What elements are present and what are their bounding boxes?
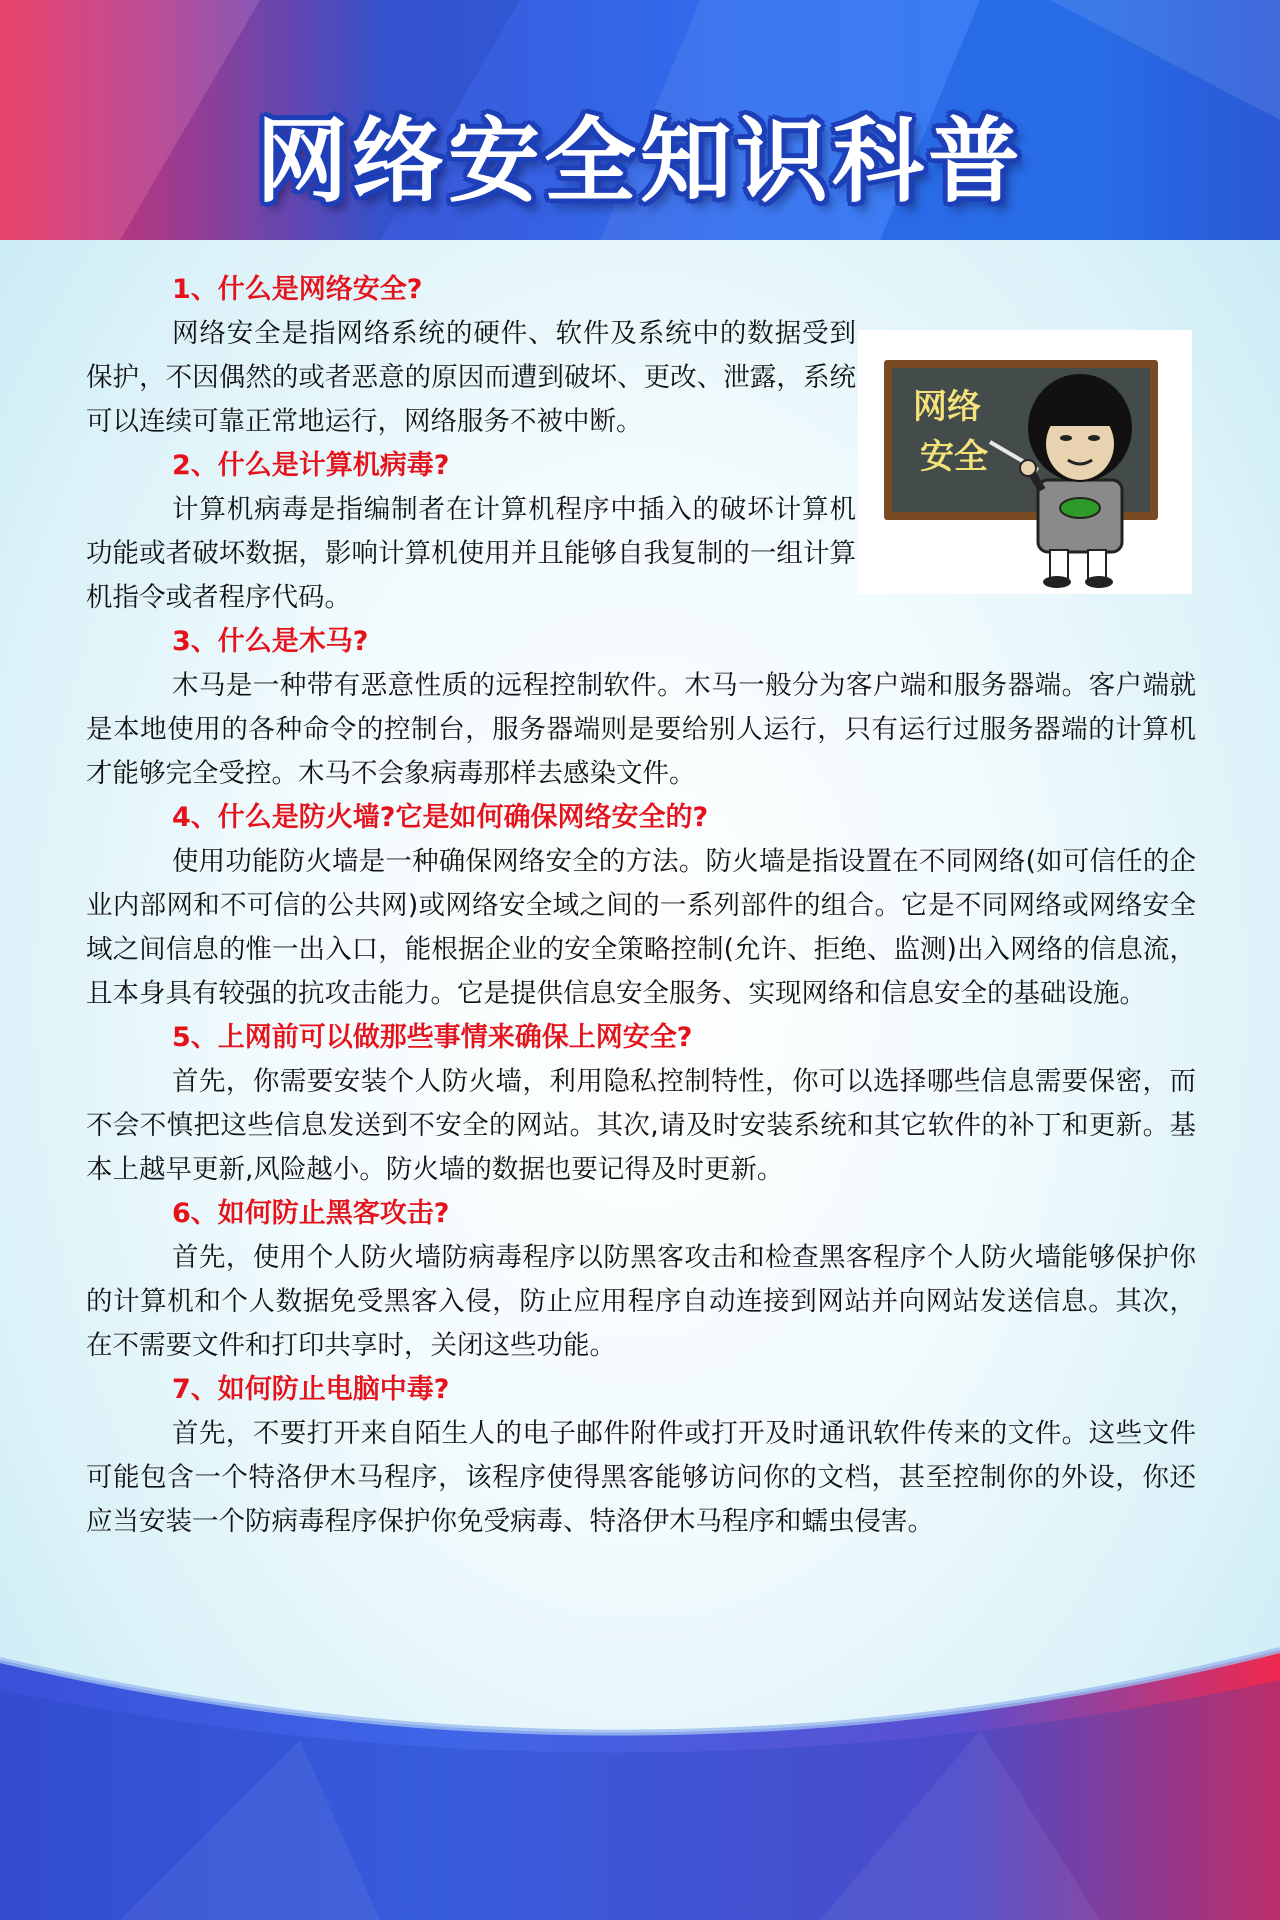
board-text-line1: 网络 [913,387,981,427]
footer-waves [0,1620,1280,1920]
section-1 [86,268,1196,444]
footer-decoration [0,1620,1280,1920]
question-heading: 4、什么是防火墙?它是如何确保网络安全的? [172,802,709,833]
section-2 [86,444,1196,620]
answer-text: 首先，使用个人防火墙防病毒程序以防黑客攻击和检查黑客程序个人防火墙能够保护你的计算机和个人数据免受黑客入侵，防止应用程序自动连接到网站并向网站发送信息。其次，在不需要文件和打印共享时，关闭这些功能。 [86,1242,1196,1361]
question-heading: 2、什么是计算机病毒? [172,450,450,481]
question-heading: 1、什么是网络安全? [172,274,423,305]
section-5 [86,1016,1196,1192]
answer-text: 首先，你需要安装个人防火墙，利用隐私控制特性，你可以选择哪些信息需要保密，而不会不慎把这些信息发送到不安全的网站。其次,请及时安装系统和其它软件的补丁和更新。基本上越早更新,风险越小。防火墙的数据也要记得及时更新。 [86,1066,1196,1185]
answer-text: 首先，不要打开来自陌生人的电子邮件附件或打开及时通讯软件传来的文件。这些文件可能包含一个特洛伊木马程序，该程序使得黑客能够访问你的文档，甚至控制你的外设，你还应当安装一个防病毒程序保护你免受病毒、特洛伊木马程序和蠕虫侵害。 [86,1418,1196,1537]
page-title: 网络安全知识科普 [255,108,1024,215]
answer-text: 使用功能防火墙是一种确保网络安全的方法。防火墙是指设置在不同网络(如可信任的企业内部网和不可信的公共网)或网络安全域之间的一系列部件的组合。它是不同网络或网络安全域之间信息的惟一出入口，能根据企业的安全策略控制(允许、拒绝、监测)出入网络的信息流，且本身具有较强的抗攻击能力。它是提供信息安全服务、实现网络和信息安全的基础设施。 [86,846,1196,1009]
answer-text: 计算机病毒是指编制者在计算机程序中插入的破坏计算机功能或者破坏数据，影响计算机使用并且能够自我复制的一组计算机指令或者程序代码。 [86,494,856,613]
board-text-line2: 安全 [920,437,988,477]
answer-text: 木马是一种带有恶意性质的远程控制软件。木马一般分为客户端和服务器端。客户端就是本地使用的各种命令的控制台，服务器端则是要给别人运行，只有运行过服务器端的计算机才能够完全受控。木马不会象病毒那样去感染文件。 [86,670,1196,789]
section-4 [86,796,1196,1016]
section-6 [86,1192,1196,1368]
section-3 [86,620,1196,796]
section-7 [86,1368,1196,1544]
question-heading: 6、如何防止黑客攻击? [172,1198,450,1229]
article [86,268,1196,1544]
question-heading: 7、如何防止电脑中毒? [172,1374,450,1405]
question-heading: 5、上网前可以做那些事情来确保上网安全? [172,1022,693,1053]
question-heading: 3、什么是木马? [172,626,369,657]
answer-text: 网络安全是指网络系统的硬件、软件及系统中的数据受到保护，不因偶然的或者恶意的原因而遭到破坏、更改、泄露，系统可以连续可靠正常地运行，网络服务不被中断。 [86,318,856,437]
